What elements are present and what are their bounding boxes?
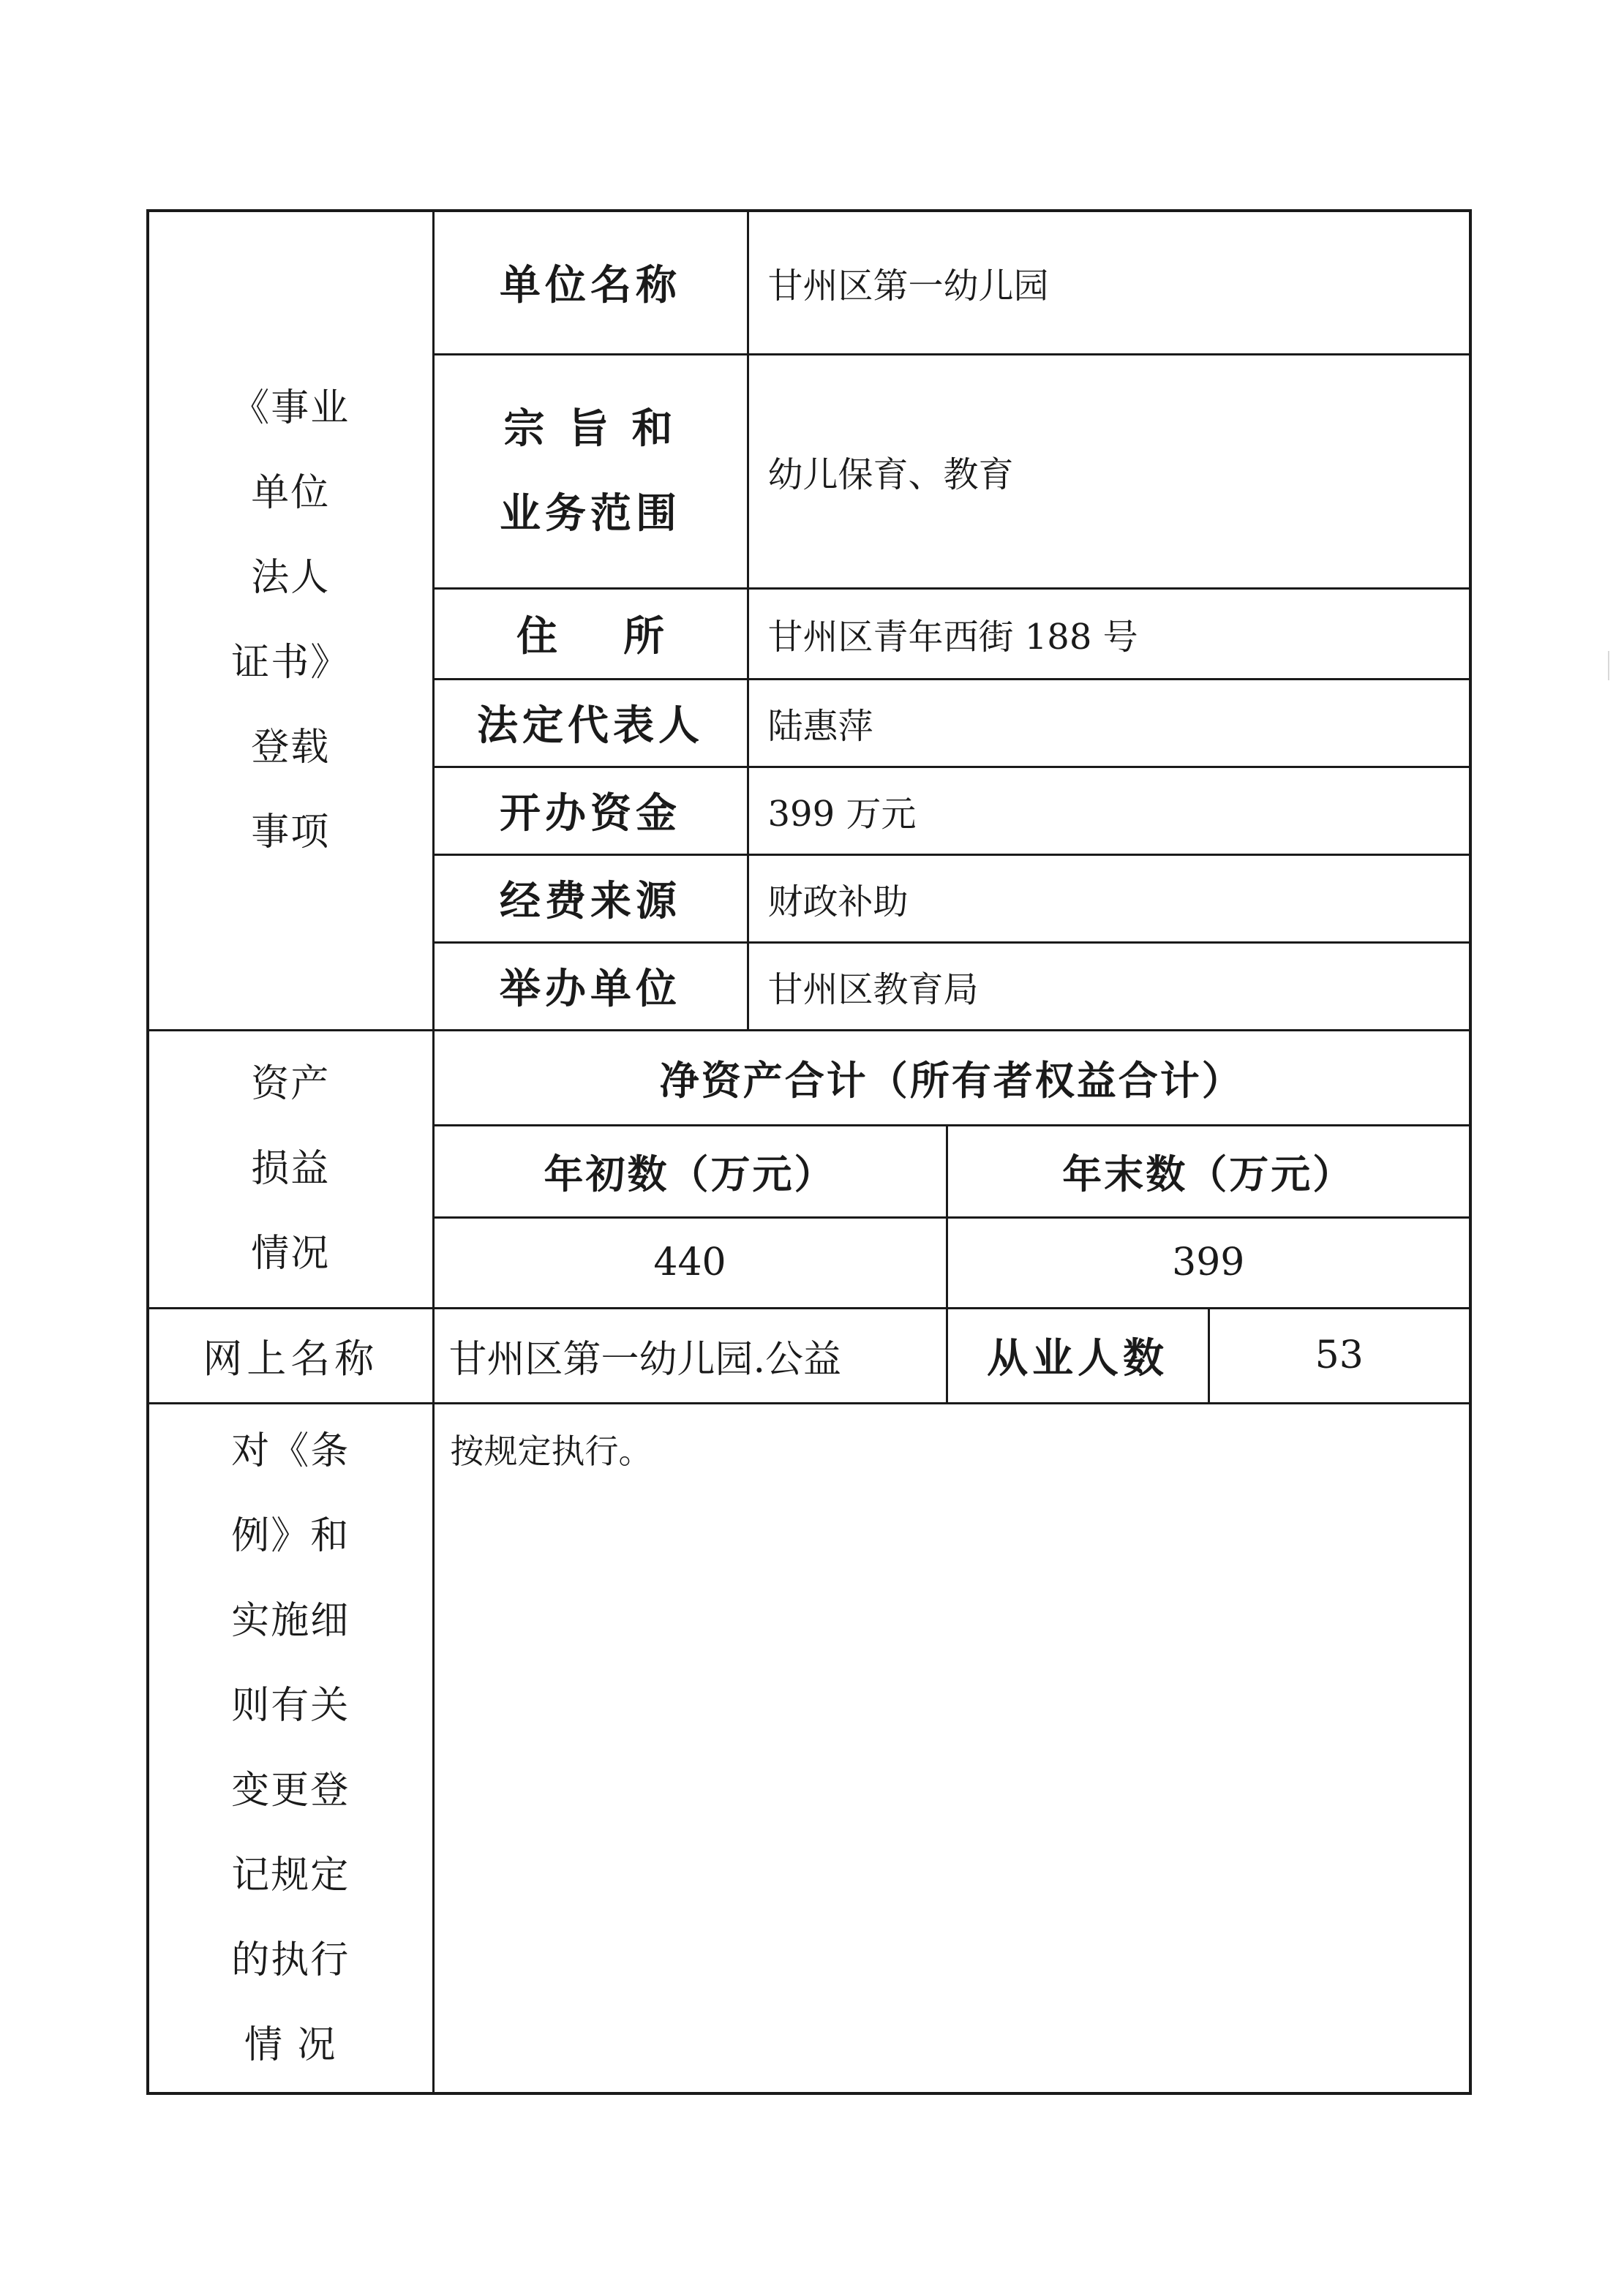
online-name-label: 网上名称 <box>148 1308 433 1403</box>
purpose-label <box>433 354 748 588</box>
compliance-value: 按规定执行。 <box>433 1403 1470 2093</box>
registration-form-table <box>146 209 1472 2095</box>
section-label-line: 法人 <box>251 556 331 601</box>
section-label-line: 单位 <box>251 471 331 516</box>
section-label-line: 《事业 <box>231 386 350 431</box>
begin-year-value: 440 <box>433 1217 947 1308</box>
legal-rep-value: 陆惠萍 <box>748 679 1470 767</box>
purpose-label-line: 业务范围 <box>500 489 681 538</box>
capital-label: 开办资金 <box>433 767 748 854</box>
section-label-line: 损益 <box>251 1147 331 1191</box>
section-label-line: 情 况 <box>244 2022 337 2067</box>
staff-count-label: 从业人数 <box>947 1308 1208 1403</box>
section-compliance <box>148 1403 433 2093</box>
row-assets-header <box>148 1030 1470 1125</box>
scan-mark <box>1608 651 1609 680</box>
online-name-value: 甘州区第一幼儿园.公益 <box>433 1308 947 1403</box>
section-label-line: 例》和 <box>231 1513 350 1558</box>
funding-value: 财政补助 <box>748 854 1470 942</box>
purpose-label-line: 宗 旨 和 <box>503 404 677 453</box>
section-label-line: 资产 <box>251 1062 331 1106</box>
purpose-value: 幼儿保育、教育 <box>748 354 1470 588</box>
end-year-label: 年末数（万元） <box>947 1125 1470 1217</box>
staff-count-value: 53 <box>1208 1308 1470 1403</box>
section-label-line: 登载 <box>251 726 331 770</box>
row-online-name <box>148 1308 1470 1403</box>
row-unit-name <box>148 211 1470 354</box>
row-compliance <box>148 1403 1470 2093</box>
section-label-line: 的执行 <box>231 1938 350 1982</box>
residence-value: 甘州区青年西街 188 号 <box>748 588 1470 679</box>
unit-name-value: 甘州区第一幼儿园 <box>748 211 1470 354</box>
begin-year-label: 年初数（万元） <box>433 1125 947 1217</box>
section-label-line: 对《条 <box>231 1429 350 1473</box>
section-assets <box>148 1030 433 1308</box>
residence-label: 住所 <box>433 588 748 679</box>
legal-rep-label: 法定代表人 <box>433 679 748 767</box>
section-label-line: 记规定 <box>231 1853 350 1897</box>
section-certificate-items <box>148 211 433 1030</box>
section-label-line: 实施细 <box>231 1598 350 1643</box>
section-label-line: 事项 <box>251 810 331 855</box>
section-label-line: 变更登 <box>231 1768 350 1813</box>
end-year-value: 399 <box>947 1217 1470 1308</box>
capital-value: 399 万元 <box>748 767 1470 854</box>
sponsor-value: 甘州区教育局 <box>748 942 1470 1030</box>
section-label-line: 证书》 <box>231 641 350 685</box>
funding-label: 经费来源 <box>433 854 748 942</box>
section-label-line: 则有关 <box>231 1683 350 1728</box>
section-label-line: 情况 <box>251 1232 331 1276</box>
sponsor-label: 举办单位 <box>433 942 748 1030</box>
net-assets-header: 净资产合计（所有者权益合计） <box>433 1030 1470 1125</box>
unit-name-label: 单位名称 <box>433 211 748 354</box>
